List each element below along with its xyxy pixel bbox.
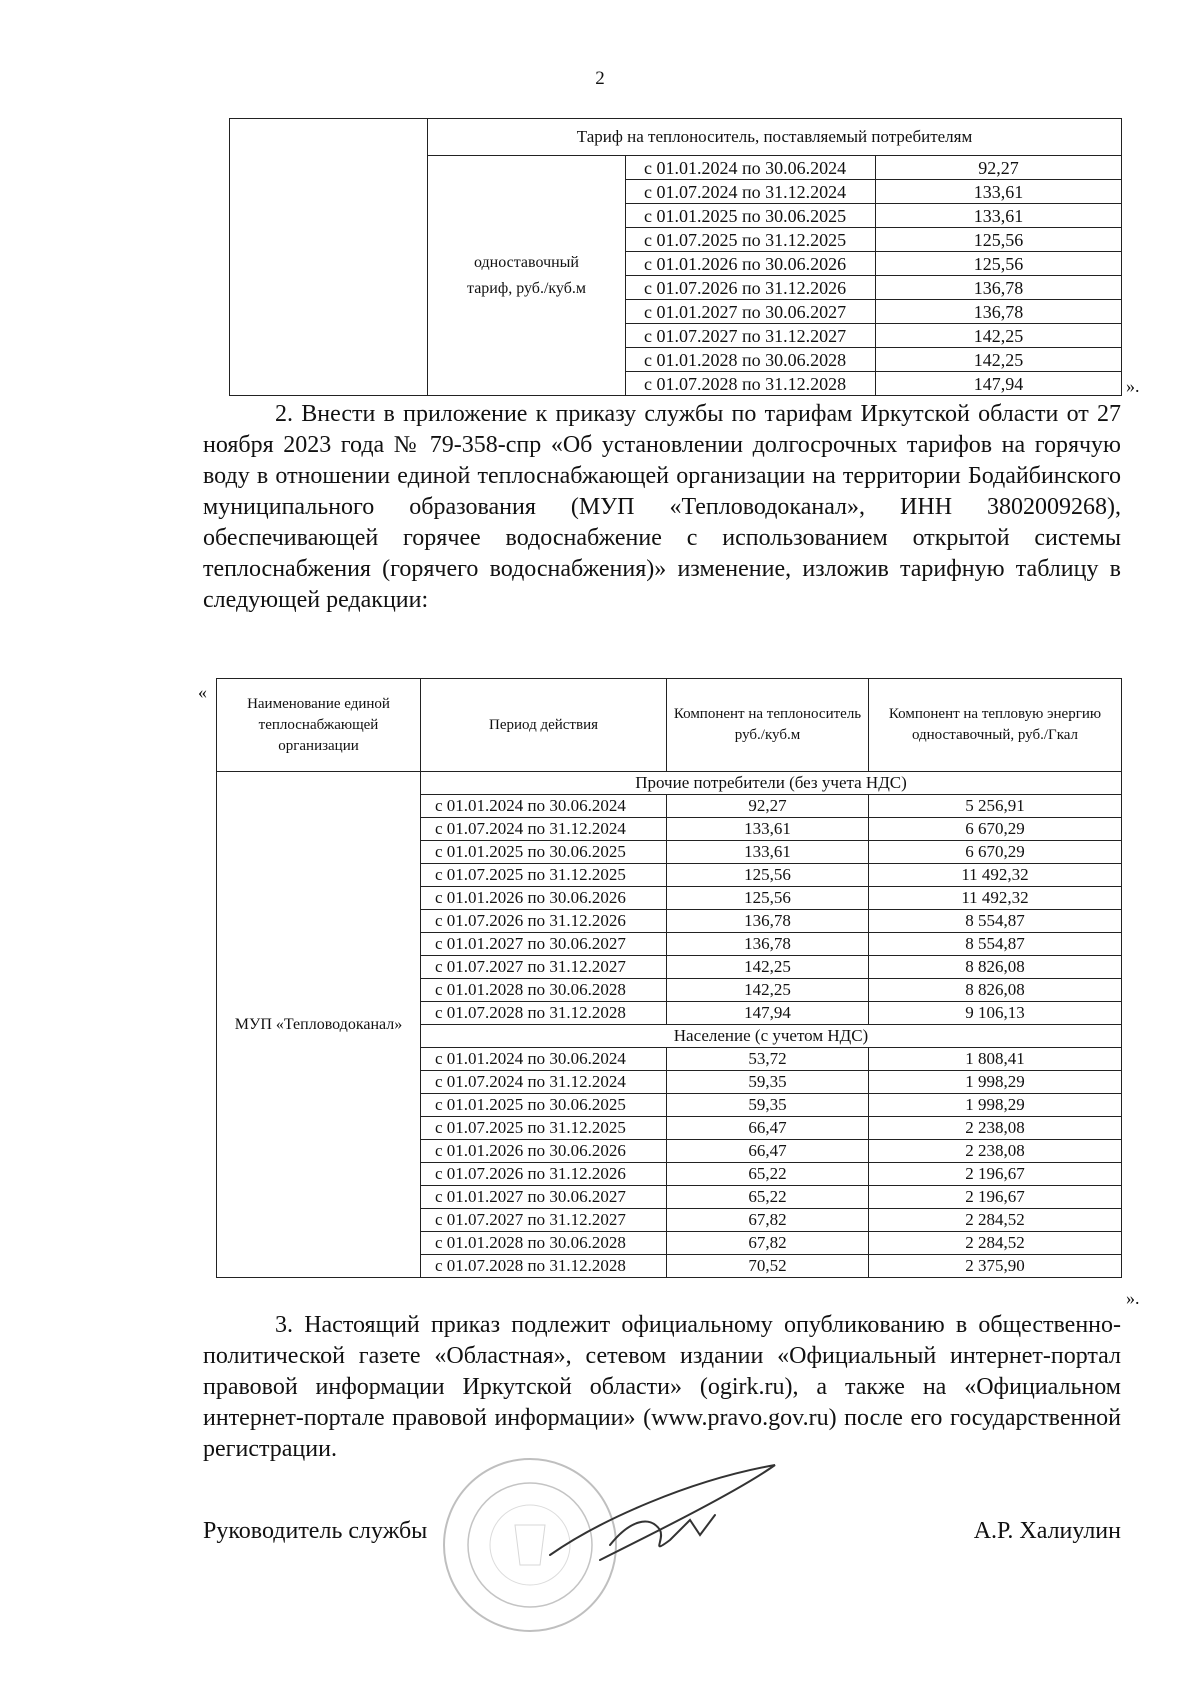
header-energy: Компонент на тепловую энергию одноставочный, руб./Гкал xyxy=(869,679,1122,772)
carrier-cell: 53,72 xyxy=(667,1048,869,1071)
carrier-cell: 136,78 xyxy=(667,933,869,956)
value-cell: 133,61 xyxy=(876,180,1122,204)
carrier-cell: 92,27 xyxy=(667,795,869,818)
group-title: Население (с учетом НДС) xyxy=(421,1025,1122,1048)
paragraph-3-text: 3. Настоящий приказ подлежит официальному опубликованию в общественно-политической газете «Областная», сетевом издании «Официальный интернет-портал правовой информации Иркутской области» (ogirk.ru), а также на «Официальном интернет-портале правовой информации» (www.pravo.gov.ru) после его государственной регистрации. xyxy=(203,1312,1121,1462)
carrier-cell: 136,78 xyxy=(667,910,869,933)
energy-cell: 2 238,08 xyxy=(869,1140,1122,1163)
period-cell: с 01.01.2027 по 30.06.2027 xyxy=(626,300,876,324)
energy-cell: 8 826,08 xyxy=(869,956,1122,979)
energy-cell: 2 375,90 xyxy=(869,1255,1122,1278)
period-cell: с 01.01.2025 по 30.06.2025 xyxy=(626,204,876,228)
carrier-tariff-table xyxy=(229,118,1122,396)
energy-cell: 1 998,29 xyxy=(869,1071,1122,1094)
carrier-cell: 133,61 xyxy=(667,841,869,864)
signer-title: Руководитель службы xyxy=(203,1518,428,1544)
period-cell: с 01.07.2027 по 31.12.2027 xyxy=(421,956,667,979)
value-cell: 92,27 xyxy=(876,156,1122,180)
carrier-cell: 125,56 xyxy=(667,864,869,887)
period-cell: с 01.01.2025 по 30.06.2025 xyxy=(421,841,667,864)
table1-header: Тариф на теплоноситель, поставляемый потребителям xyxy=(428,119,1122,156)
carrier-cell: 147,94 xyxy=(667,1002,869,1025)
carrier-cell: 66,47 xyxy=(667,1140,869,1163)
opening-quote: « xyxy=(198,682,207,702)
closing-quote: ». xyxy=(1126,376,1140,396)
period-cell: с 01.01.2026 по 30.06.2026 xyxy=(421,887,667,910)
value-cell: 133,61 xyxy=(876,204,1122,228)
energy-cell: 2 196,67 xyxy=(869,1163,1122,1186)
energy-cell: 9 106,13 xyxy=(869,1002,1122,1025)
energy-cell: 1 998,29 xyxy=(869,1094,1122,1117)
period-cell: с 01.07.2025 по 31.12.2025 xyxy=(421,1117,667,1140)
value-cell: 142,25 xyxy=(876,324,1122,348)
period-cell: с 01.07.2025 по 31.12.2025 xyxy=(421,864,667,887)
period-cell: с 01.01.2024 по 30.06.2024 xyxy=(421,795,667,818)
carrier-cell: 59,35 xyxy=(667,1094,869,1117)
table1-blank-cell xyxy=(230,119,428,396)
period-cell: с 01.01.2026 по 30.06.2026 xyxy=(421,1140,667,1163)
period-cell: с 01.07.2026 по 31.12.2026 xyxy=(421,910,667,933)
handwritten-signature xyxy=(540,1460,800,1570)
period-cell: с 01.07.2024 по 31.12.2024 xyxy=(421,1071,667,1094)
carrier-cell: 65,22 xyxy=(667,1186,869,1209)
period-cell: с 01.07.2024 по 31.12.2024 xyxy=(626,180,876,204)
period-cell: с 01.07.2028 по 31.12.2028 xyxy=(421,1002,667,1025)
tariff-label-line: тариф, руб./куб.м xyxy=(467,279,586,297)
group-title: Прочие потребители (без учета НДС) xyxy=(421,772,1122,795)
energy-cell: 8 554,87 xyxy=(869,933,1122,956)
energy-cell: 11 492,32 xyxy=(869,887,1122,910)
period-cell: с 01.07.2026 по 31.12.2026 xyxy=(421,1163,667,1186)
carrier-cell: 65,22 xyxy=(667,1163,869,1186)
header-org: Наименование единой теплоснабжающей организации xyxy=(217,679,421,772)
value-cell: 147,94 xyxy=(876,372,1122,396)
value-cell: 136,78 xyxy=(876,300,1122,324)
energy-cell: 2 238,08 xyxy=(869,1117,1122,1140)
period-cell: с 01.07.2026 по 31.12.2026 xyxy=(626,276,876,300)
period-cell: с 01.01.2026 по 30.06.2026 xyxy=(626,252,876,276)
signer-name: А.Р. Халиулин xyxy=(973,1518,1121,1544)
org-name-cell: МУП «Тепловодоканал» xyxy=(217,772,421,1278)
header-carrier: Компонент на теплоноситель руб./куб.м xyxy=(667,679,869,772)
page-number: 2 xyxy=(595,68,605,89)
tariff-label xyxy=(428,156,626,396)
carrier-cell: 67,82 xyxy=(667,1232,869,1255)
carrier-cell: 70,52 xyxy=(667,1255,869,1278)
period-cell: с 01.01.2028 по 30.06.2028 xyxy=(626,348,876,372)
value-cell: 125,56 xyxy=(876,252,1122,276)
energy-cell: 11 492,32 xyxy=(869,864,1122,887)
carrier-cell: 66,47 xyxy=(667,1117,869,1140)
paragraph-2-text: 2. Внести в приложение к приказу службы по тарифам Иркутской области от 27 ноября 2023 года № 79-358-спр «Об установлении долгосрочных тарифов на горячую воду в отношении единой теплоснабжающей организации на территории Бодайбинского муниципального образования (МУП «Тепловодоканал», ИНН 3802009268), обеспечивающей горячее водоснабжение с использованием открытой системы теплоснабжения (горячего водоснабжения)» изменение, изложив тарифную таблицу в следующей редакции: xyxy=(203,401,1121,613)
value-cell: 136,78 xyxy=(876,276,1122,300)
period-cell: с 01.01.2025 по 30.06.2025 xyxy=(421,1094,667,1117)
carrier-cell: 142,25 xyxy=(667,956,869,979)
period-cell: с 01.07.2028 по 31.12.2028 xyxy=(626,372,876,396)
carrier-cell: 142,25 xyxy=(667,979,869,1002)
paragraph-2 xyxy=(203,399,1121,616)
energy-cell: 2 196,67 xyxy=(869,1186,1122,1209)
period-cell: с 01.01.2028 по 30.06.2028 xyxy=(421,979,667,1002)
period-cell: с 01.07.2027 по 31.12.2027 xyxy=(626,324,876,348)
header-period: Период действия xyxy=(421,679,667,772)
period-cell: с 01.01.2027 по 30.06.2027 xyxy=(421,1186,667,1209)
energy-cell: 6 670,29 xyxy=(869,818,1122,841)
energy-cell: 8 554,87 xyxy=(869,910,1122,933)
energy-cell: 2 284,52 xyxy=(869,1209,1122,1232)
period-cell: с 01.01.2027 по 30.06.2027 xyxy=(421,933,667,956)
tariff-label-line: одноставочный xyxy=(474,253,579,271)
value-cell: 125,56 xyxy=(876,228,1122,252)
carrier-cell: 125,56 xyxy=(667,887,869,910)
paragraph-3 xyxy=(203,1310,1121,1465)
energy-cell: 5 256,91 xyxy=(869,795,1122,818)
period-cell: с 01.01.2024 по 30.06.2024 xyxy=(421,1048,667,1071)
carrier-cell: 59,35 xyxy=(667,1071,869,1094)
energy-cell: 8 826,08 xyxy=(869,979,1122,1002)
closing-quote: ». xyxy=(1126,1288,1140,1308)
period-cell: с 01.07.2028 по 31.12.2028 xyxy=(421,1255,667,1278)
energy-cell: 1 808,41 xyxy=(869,1048,1122,1071)
period-cell: с 01.07.2024 по 31.12.2024 xyxy=(421,818,667,841)
group-row xyxy=(217,772,1122,795)
carrier-cell: 67,82 xyxy=(667,1209,869,1232)
energy-cell: 6 670,29 xyxy=(869,841,1122,864)
value-cell: 142,25 xyxy=(876,348,1122,372)
carrier-cell: 133,61 xyxy=(667,818,869,841)
energy-cell: 2 284,52 xyxy=(869,1232,1122,1255)
period-cell: с 01.01.2028 по 30.06.2028 xyxy=(421,1232,667,1255)
period-cell: с 01.07.2027 по 31.12.2027 xyxy=(421,1209,667,1232)
hot-water-tariff-table xyxy=(216,678,1122,1278)
period-cell: с 01.07.2025 по 31.12.2025 xyxy=(626,228,876,252)
period-cell: с 01.01.2024 по 30.06.2024 xyxy=(626,156,876,180)
